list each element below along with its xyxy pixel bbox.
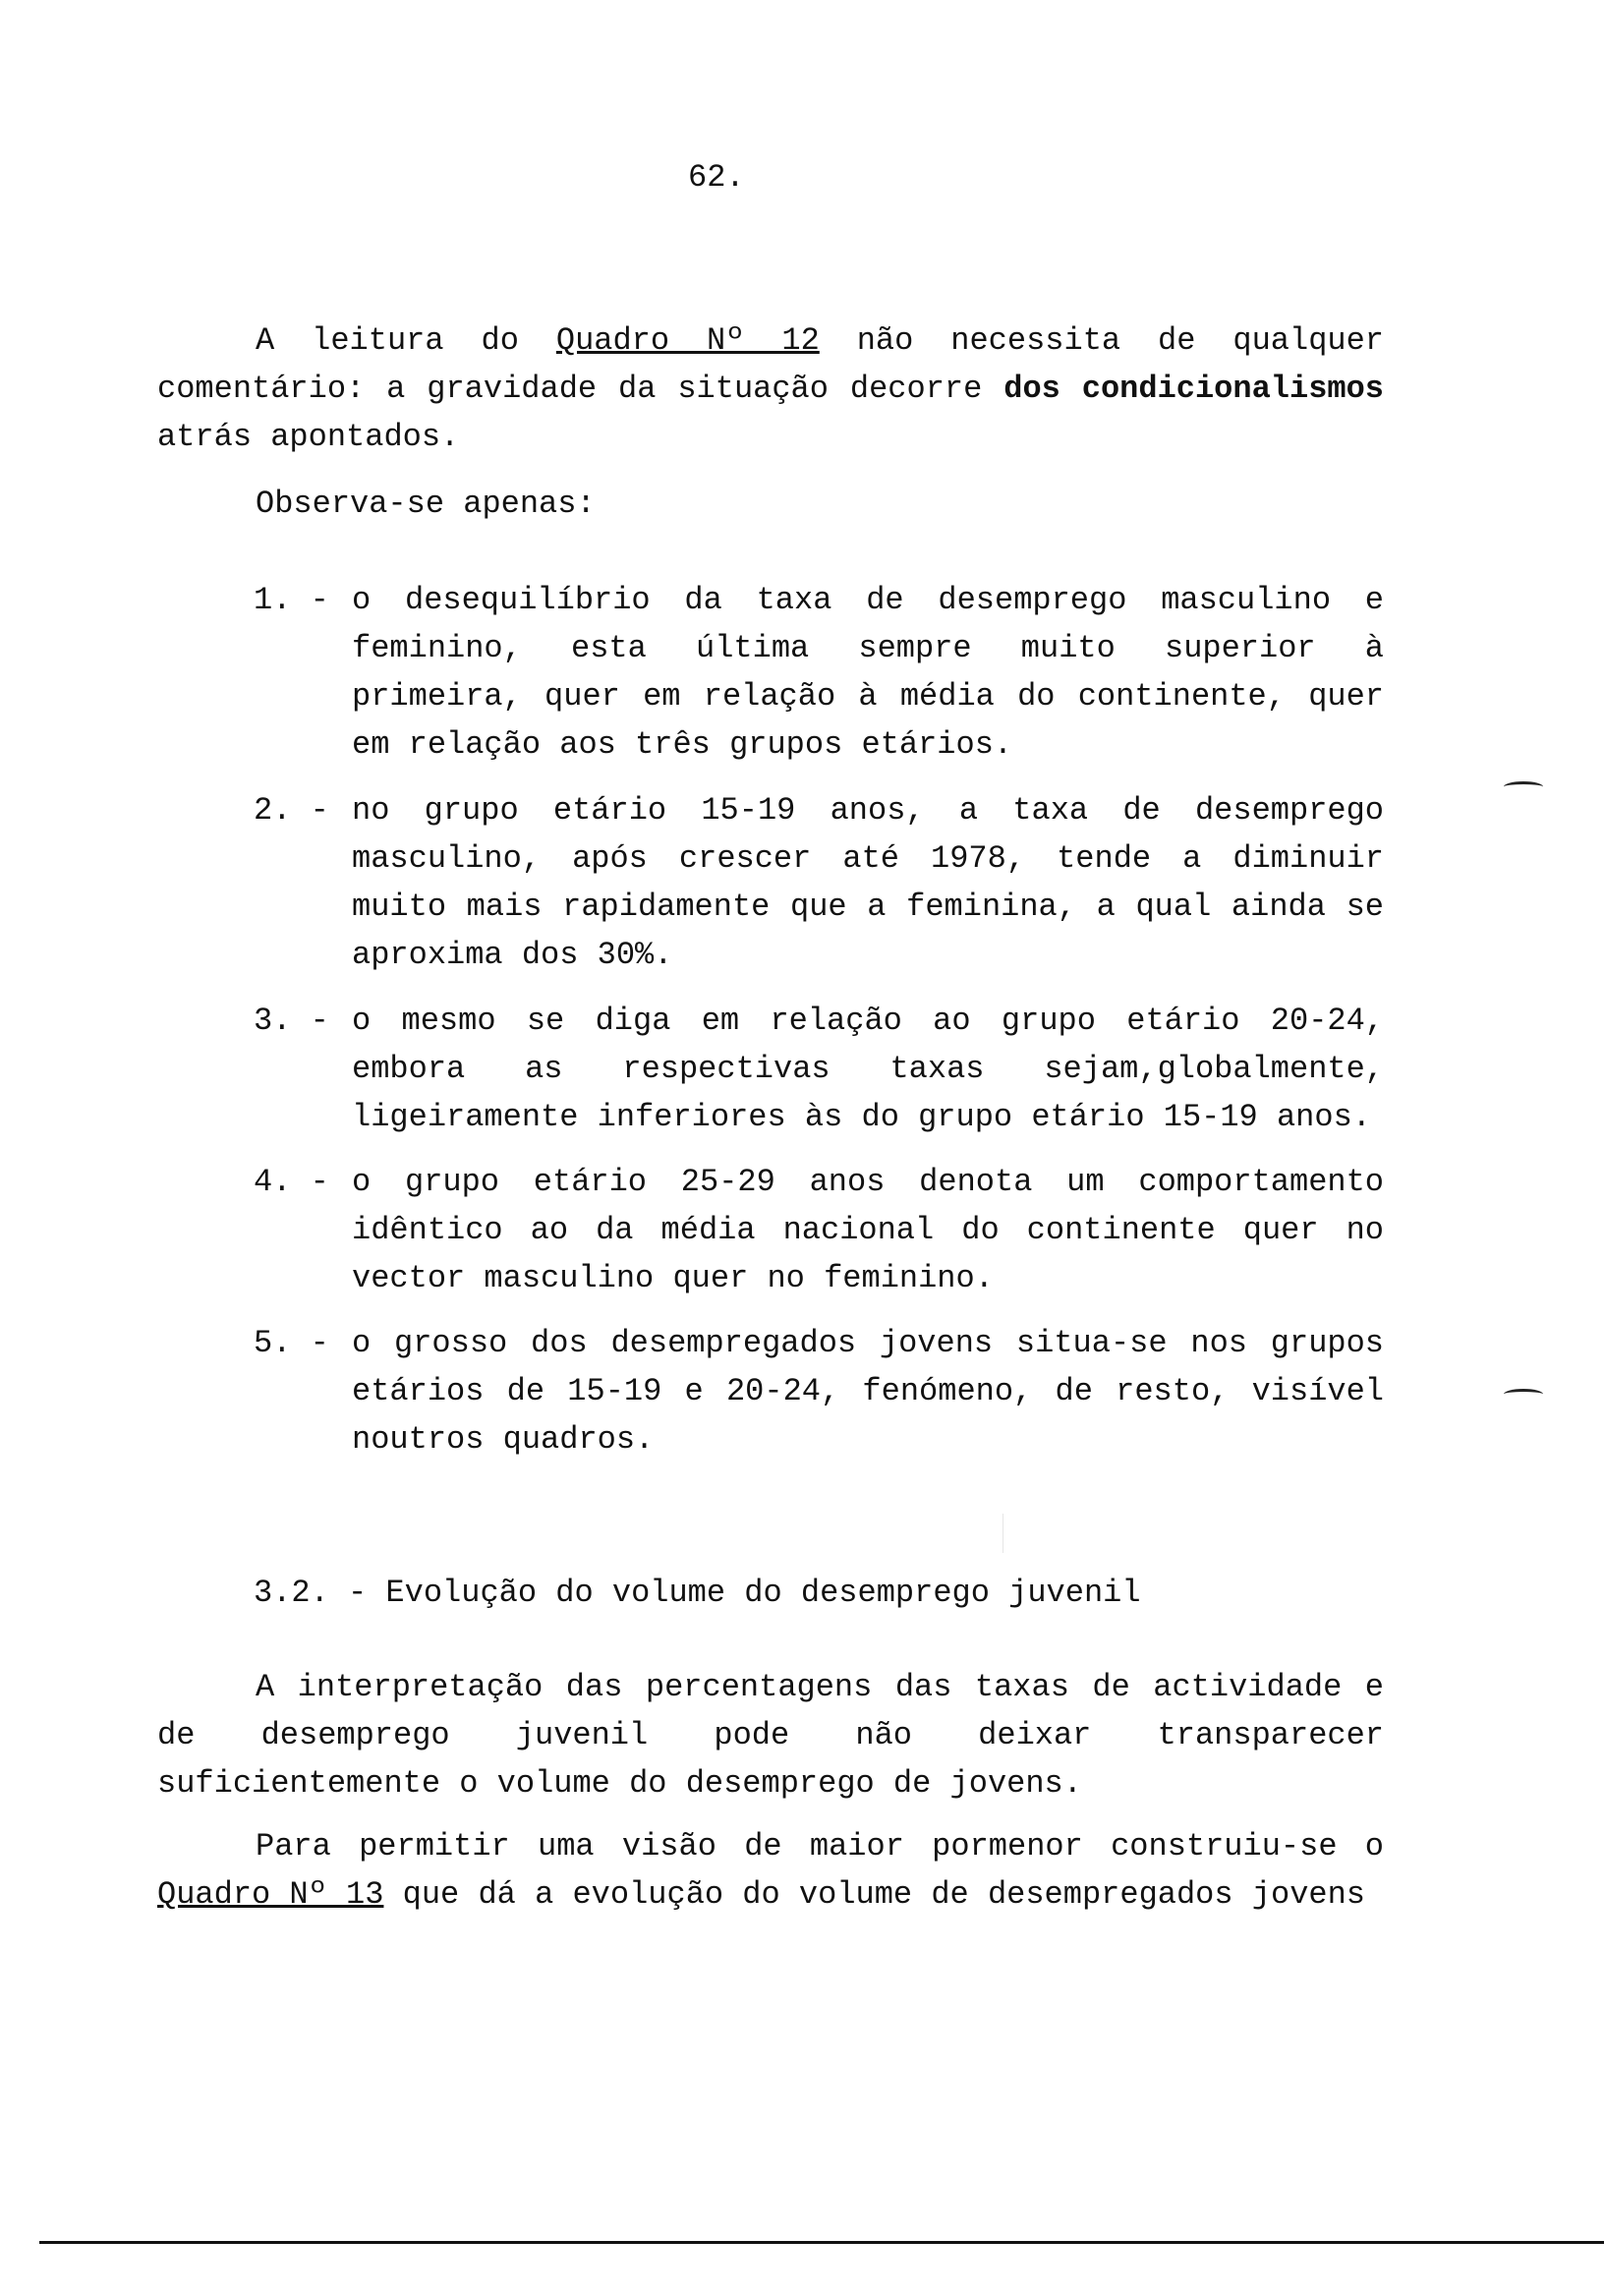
section-number: 3.2. - [254,1575,368,1611]
list-item [254,576,1384,769]
list-item [254,1158,1384,1302]
intro-bold-text: dos condicionalismos [1003,371,1385,407]
list-item-text: o grosso dos desempregados jovens situa-se nos grupos etários de 15-19 e 20-24, fenómeno, de resto, visível noutros quadros. [352,1325,1384,1458]
list-item [254,786,1384,979]
margin-mark [1504,1389,1543,1400]
intro-text-after: não necessita de qualquer comentário: a gravidade da situação decorre [157,322,1385,407]
list-item [254,1319,1384,1464]
intro-paragraph [157,316,1384,461]
list-marker: 1. - [254,582,329,618]
scan-artifact-line [1002,1514,1003,1553]
list-marker: 2. - [254,792,329,829]
list-item-text: o desequilíbrio da taxa de desemprego masculino e feminino, esta última sempre muito superior à primeira, quer em relação à média do continente, quer em relação aos três grupos etários. [352,582,1384,763]
quadro-13-reference: Quadro Nº 13 [157,1876,384,1913]
paragraph-quadro-13 [157,1822,1384,1919]
section-heading [254,1569,1141,1617]
paragraph-2-text-before: Para permitir uma visão de maior pormenor construiu-se o [256,1828,1384,1865]
paragraph-2-text-after: que dá a evolução do volume de desempregados jovens [383,1876,1365,1913]
section-title: Evolução do volume do desemprego juvenil [385,1575,1141,1611]
bottom-rule [39,2241,1604,2244]
list-item [254,997,1384,1141]
list-marker: 4. - [254,1164,329,1200]
quadro-12-reference: Quadro Nº 12 [555,322,820,359]
list-marker: 5. - [254,1325,329,1361]
paragraph-volume-interpretation: A interpretação das percentagens das taxas de actividade e de desemprego juvenil pode não deixar transparecer suficientemente o volume do desemprego de jovens. [157,1669,1384,1802]
list-item-text: o mesmo se diga em relação ao grupo etário 20-24, embora as respectivas taxas sejam,globalmente, ligeiramente inferiores às do grupo etário 15-19 anos. [352,1003,1384,1135]
observe-line: Observa-se apenas: [256,486,596,522]
list-item-text: o grupo etário 25-29 anos denota um comportamento idêntico ao da média nacional do continente quer no vector masculino quer no feminino. [352,1164,1384,1296]
list-item-text: no grupo etário 15-19 anos, a taxa de desemprego masculino, após crescer até 1978, tende a diminuir muito mais rapidamente que a feminina, a qual ainda se aproxima dos 30%. [352,792,1384,973]
intro-text-before: A leitura do [256,322,556,359]
page-number: 62. [688,159,745,196]
margin-mark [1504,781,1543,792]
list-marker: 3. - [254,1003,329,1039]
intro-text-end: atrás apontados. [157,419,460,455]
